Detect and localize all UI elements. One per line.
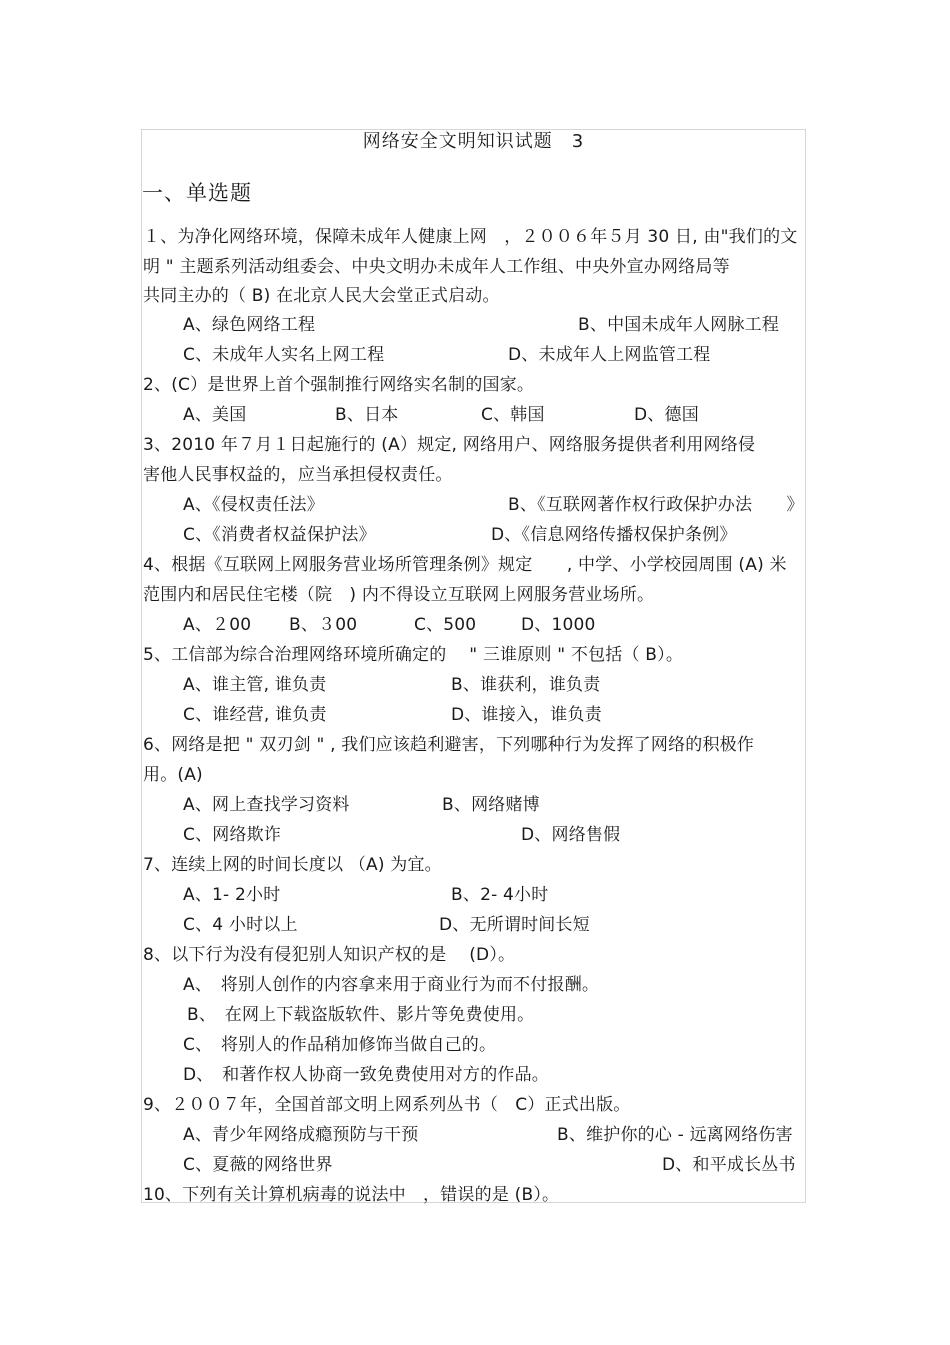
question-8-option-a: A、 将别人创作的内容拿来用于商业行为而不付报酬。 [183,975,600,995]
question-2-option-a: A、美国 [183,405,247,425]
question-7-option-c: C、4 小时以上 [183,915,298,935]
question-1-option-d: D、未成年人上网监管工程 [508,345,711,365]
question-4-option-b: B、３00 [289,615,358,635]
question-3-line-2: 害他人民事权益的，应当承担侵权责任。 [143,465,453,485]
question-6-line-1: 6、网络是把 " 双刃剑 " , 我们应该趋利避害，下列哪种行为发挥了网络的积极作 [143,735,755,755]
question-4-line-2: 范围内和居民住宅楼（院 ) 内不得设立互联网上网服务营业场所。 [143,585,655,605]
question-5-line-1: 5、工信部为综合治理网络环境所确定的 " 三谁原则 " 不包括（ B）。 [143,645,684,665]
question-5-option-a: A、谁主管, 谁负责 [183,675,327,695]
question-3-option-b: B、《互联网著作权行政保护办法 》 [508,495,804,515]
question-4-option-a: A、２00 [183,615,252,635]
question-5-option-d: D、谁接入，谁负责 [451,705,602,725]
document-title: 网络安全文明知识试题 3 [362,131,585,152]
question-9-line-1: 9、２００７年，全国首部文明上网系列丛书（ C）正式出版。 [143,1095,631,1115]
question-9-option-d: D、和平成长丛书 [662,1155,796,1175]
question-2-option-c: C、韩国 [481,405,545,425]
question-1-line-3: 共同主办的（ B) 在北京人民大会堂正式启动。 [143,286,500,306]
question-6-option-d: D、网络售假 [521,825,621,845]
question-4-option-d: D、1000 [521,615,596,635]
question-1-line-1: １、为净化网络环境，保障未成年人健康上网 ，２００６年５月 30 日, 由"我们的文 [143,227,798,247]
question-4-line-1: 4、根据《互联网上网服务营业场所管理条例》规定 , 中学、小学校园周围 (A) 米 [143,555,787,575]
question-9-option-a: A、青少年网络成瘾预防与干预 [183,1125,419,1145]
question-5-option-b: B、谁获利，谁负责 [451,675,601,695]
question-9-option-c: C、夏薇的网络世界 [183,1155,333,1175]
question-7-option-d: D、无所谓时间长短 [439,915,590,935]
question-7-line-1: 7、连续上网的时间长度以 （A) 为宜。 [143,855,442,875]
question-6-line-2: 用。(A) [143,765,203,785]
question-10-line-1: 10、下列有关计算机病毒的说法中 ，错误的是 (B）。 [143,1185,560,1205]
question-1-option-a: A、绿色网络工程 [183,315,316,335]
question-7-option-b: B、2- 4小时 [451,885,549,905]
question-3-option-c: C、《消费者权益保护法》 [183,525,376,545]
question-6-option-b: B、网络赌博 [442,795,540,815]
question-1-option-c: C、未成年人实名上网工程 [183,345,385,365]
question-6-option-a: A、网上查找学习资料 [183,795,350,815]
question-2-option-d: D、德国 [634,405,699,425]
question-8-line-1: 8、以下行为没有侵犯别人知识产权的是 (D）。 [143,945,516,965]
question-4-option-c: C、500 [414,615,477,635]
question-8-option-b: B、 在网上下载盗版软件、影片等免费使用。 [187,1005,535,1025]
question-6-option-c: C、网络欺诈 [183,825,282,845]
question-2-line-1: 2、(C）是世界上首个强制推行网络实名制的国家。 [143,375,535,395]
question-9-option-b: B、维护你的心 - 远离网络伤害 [557,1125,793,1145]
question-1-option-b: B、中国未成年人网脉工程 [578,315,780,335]
question-3-option-d: D、《信息网络传播权保护条例》 [491,525,737,545]
question-8-option-c: C、 将别人的作品稍加修饰当做自己的。 [183,1035,497,1055]
section-heading: 一、单选题 [142,181,252,205]
question-7-option-a: A、1- 2小时 [183,885,281,905]
question-3-option-a: A、《侵权责任法》 [183,495,324,515]
question-5-option-c: C、谁经营, 谁负责 [183,705,327,725]
question-3-line-1: 3、2010 年７月１日起施行的 (A）规定, 网络用户、网络服务提供者利用网络侵 [143,435,756,455]
question-8-option-d: D、 和著作权人协商一致免费使用对方的作品。 [183,1065,549,1085]
question-1-line-2: 明 " 主题系列活动组委会、中央文明办未成年人工作组、中央外宣办网络局等 [143,257,730,277]
question-2-option-b: B、日本 [335,405,399,425]
